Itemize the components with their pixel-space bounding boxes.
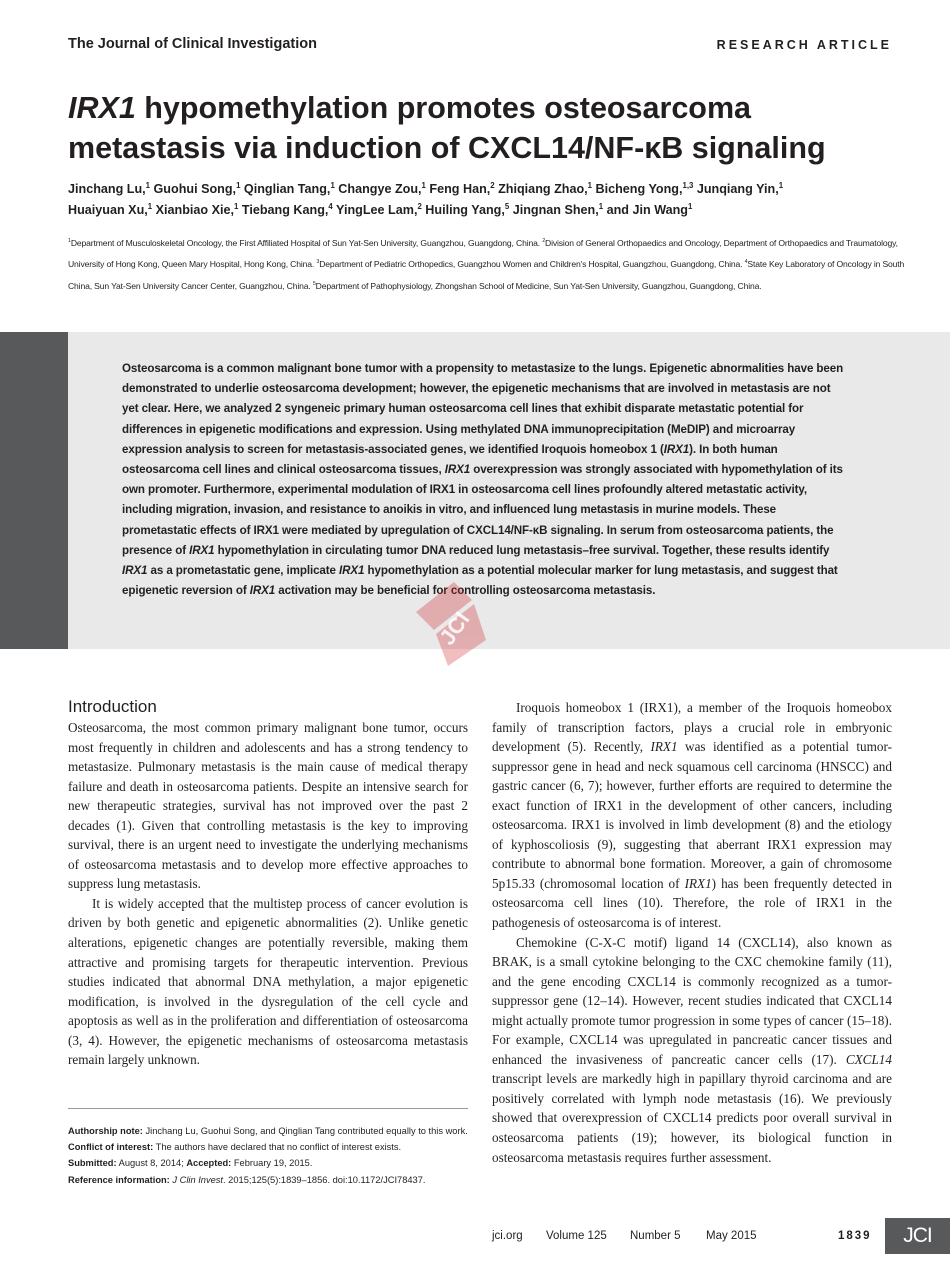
authorship-note: Authorship note: Jinchang Lu, Guohui Song, and Qinglian Tang contributed equally to this work. [68, 1126, 468, 1136]
article-type: RESEARCH ARTICLE [716, 38, 892, 52]
affiliation: Department of Pathophysiology, Zhongshan School of Medicine, Sun Yat-Sen University, Guangzhou, Guangdong, China. [315, 280, 762, 291]
author: Jinchang Lu,$^1$ [68, 180, 151, 196]
footer-issue-number: Number 5 [630, 1230, 681, 1242]
author: Jingnan Shen,$^1$ [512, 201, 604, 217]
author: Huiling Yang,$^5$ [425, 201, 510, 217]
author: Tiebang Kang,$^4$ [241, 201, 333, 217]
title-line1: hypomethylation promotes osteosarcoma [135, 91, 752, 125]
footer-volume: Volume 125 [546, 1230, 607, 1242]
introduction-heading: Introduction [68, 697, 157, 716]
title-gene: IRX1 [68, 91, 136, 125]
affiliation: Division of General Orthopaedics and Oncology, Department of Orthopaedics and Traumatology, University of Hong Kong, Queen Mary Hospital, Hong Kong, China. [68, 238, 898, 270]
author: Junqiang Yin,$^1$ [696, 180, 784, 196]
abstract-side-bar [0, 332, 68, 649]
author-list [68, 179, 908, 221]
author: Huaiyuan Xu,$^1$ [68, 201, 153, 217]
article-title [68, 88, 898, 168]
conflict-of-interest-note: Conflict of interest: The authors have declared that no conflict of interest exists. [68, 1142, 402, 1153]
abstract-text: Osteosarcoma is a common malignant bone tumor with a propensity to metastasize to the lungs. Epigenetic abnormalities have been demonstrated to underlie osteosarcoma development; however, the epigenetic mechanisms that are involved in metastasis are not yet clear. Here, we analyzed 2 syngeneic primary human osteosarcoma cell lines that exhibit disparate metastatic potential for differences in epigenetic modifications and expression. Using methylated DNA immunoprecipitation (MeDIP) and microarray expression analysis to screen for metastasis-associated genes, we identified Iroquois homeobox 1 (IRX1). In both human osteosarcoma cell lines and clinical osteosarcoma tissues, IRX1 overexpression was strongly associated with hypomethylation of its own promoter. Furthermore, experimental modulation of IRX1 in osteosarcoma cell lines profoundly altered metastatic activity, including migration, invasion, and resistance to anoikis in vitro, and influenced lung metastasis in murine models. These prometastatic effects of IRX1 were mediated by upregulation of CXCL14/NF-κB signaling. In serum from osteosarcoma patients, the presence of IRX1 hypomethylation in circulating tumor DNA reduced lung metastasis–free survival. Together, these results identify IRX1 as a prometastatic gene, implicate IRX1 hypomethylation as a potential molecular marker for lung metastasis, and suggest that epigenetic reversion of IRX1 activation may be beneficial for controlling osteosarcoma metastasis. [122, 362, 844, 598]
author: Bicheng Yong,$^{1,3}$ [595, 180, 694, 196]
page-number: 1839 [838, 1230, 872, 1242]
affiliation: Department of Musculoskeletal Oncology, the First Affiliated Hospital of Sun Yat-Sen University, Guangzhou, Guangdong, China. [70, 238, 543, 248]
submission-dates: Submitted: August 8, 2014; Accepted: February 19, 2015. [68, 1158, 313, 1169]
author: Zhiqiang Zhao,$^1$ [498, 180, 592, 196]
intro-paragraph-3: Iroquois homeobox 1 (IRX1), a member of the Iroquois homeobox family of transcription factors, plays a crucial role in embryonic development (5). Recently, IRX1 was identified as a potential tumor-suppressor gene in head and neck squamous cell carcinoma (HNSCC) and gastric cancer (6, 7); however, further efforts are required to determine the exact function of IRX1 in the development of other cancers, including osteosarcoma. IRX1 is involved in limb development (8) and the etiology of kyphoscoliosis (9), suggesting that aberrant IRX1 expression may contribute to abnormal bone formation. Moreover, a gain of chromosome 5p15.33 (chromosomal location of IRX1) has been frequently detected in osteosarcoma cell lines (10). Therefore, the role of IRX1 in the pathogenesis of osteosarcoma is of interest. [492, 700, 892, 931]
jci-logo: JCI [885, 1218, 950, 1254]
journal-name: The Journal of Clinical Investigation [68, 36, 317, 52]
affiliation: Department of Pediatric Orthopedics, Guangzhou Women and Children's Hospital, Guangzhou, Guangdong, China. [319, 259, 745, 270]
author: Guohui Song,$^1$ [153, 180, 241, 196]
affiliation: State Key Laboratory of Oncology in South China, Sun Yat-Sen University Cancer Center, Guangzhou, China. [68, 259, 905, 291]
author: Changye Zou,$^1$ [338, 180, 426, 196]
intro-paragraph-2: It is widely accepted that the multistep process of cancer evolution is driven by both genetic and epigenetic abnormalities (2). Unlike genetic alterations, epigenetic changes are potentially reversible, making them attractive and promising targets for therapeutic intervention. Previous studies indicated that abnormal DNA methylation, a major epigenetic modification, is involved in the dysregulation of the cell cycle and apoptosis as well as in the proliferation and differentiation of osteosarcoma (3, 4). However, the epigenetic mechanisms of osteosarcoma metastasis remain largely unknown. [68, 895, 468, 1068]
author: Xianbiao Xie,$^1$ [155, 201, 239, 217]
body-column-left [68, 718, 468, 1070]
jci-watermark-logo [410, 578, 490, 668]
body-column-right [492, 698, 892, 1167]
author: Feng Han,$^2$ [429, 180, 495, 196]
intro-paragraph-1: Osteosarcoma, the most common primary malignant bone tumor, occurs most frequently in children and adolescents and has a strong tendency to metastasize. Pulmonary metastasis is the main cause of medical therapy failure and death in osteosarcoma patients. Despite an intensive search for new therapeutic strategies, survival has not improved over the past 2 decades (1). Given that controlling metastasis is the key to improving survival, there is an urgent need to investigate the underlying mechanisms of osteosarcoma metastasis and to develop more effective approaches to suppress lung metastasis. [68, 720, 468, 892]
watermark-text: JCI [434, 607, 475, 650]
footer-date: May 2015 [706, 1230, 757, 1242]
footnotes [68, 1123, 473, 1188]
footer-site-link[interactable]: jci.org [492, 1230, 523, 1242]
reference-information: Reference information: J Clin Invest. 2015;125(5):1839–1856. doi:10.1172/JCI78437. [68, 1174, 426, 1185]
intro-paragraph-4: Chemokine (C-X-C motif) ligand 14 (CXCL14), also known as BRAK, is a small cytokine belonging to the CXC chemokine family (11), and the gene encoding CXCL14 is commonly recognized as a tumor-suppressor gene (12–14). However, recent studies indicated that CXCL14 might actually promote tumor progression in some types of cancer (15–18). For example, CXCL14 was upregulated in pancreatic cancer tissues and enhanced the invasiveness of pancreatic cancer cells (17). CXCL14 transcript levels are markedly high in papillary thyroid carcinoma and are positively correlated with lymph node metastasis (16). We previously showed that overexpression of CXCL14 predicts poor overall survival in osteosarcoma patients (19); however, its biological function in osteosarcoma metastasis requires further assessment. [492, 934, 892, 1165]
author: and Jin Wang$^1$ [606, 201, 693, 217]
title-line2: metastasis via induction of CXCL14/NF-κB signaling [68, 131, 826, 165]
affiliations: $^1$Department of Musculoskeletal Oncology, the First Affiliated Hospital of Sun Yat-Sen University, Guangzhou, Guangdong, China. $^2$Division of General Orthopaedics and Oncology, Department of Orthopaedics and Traumatology, University of Hong Kong, Queen Mary Hospital, Hong Kong, China. $^3$Department of Pediatric Orthopedics, Guangzhou Women and Children's Hospital, Guangzhou, Guangdong, China. $^4$State Key Laboratory of Oncology in South China, Sun Yat-Sen University Cancer Center, Guangzhou, China. $^5$Department of Pathophysiology, Zhongshan School of Medicine, Sun Yat-Sen University, Guangzhou, Guangdong, China. [68, 238, 905, 291]
author: Qinglian Tang,$^1$ [243, 180, 335, 196]
author: YingLee Lam,$^2$ [336, 201, 422, 217]
footnote-divider [68, 1108, 468, 1109]
